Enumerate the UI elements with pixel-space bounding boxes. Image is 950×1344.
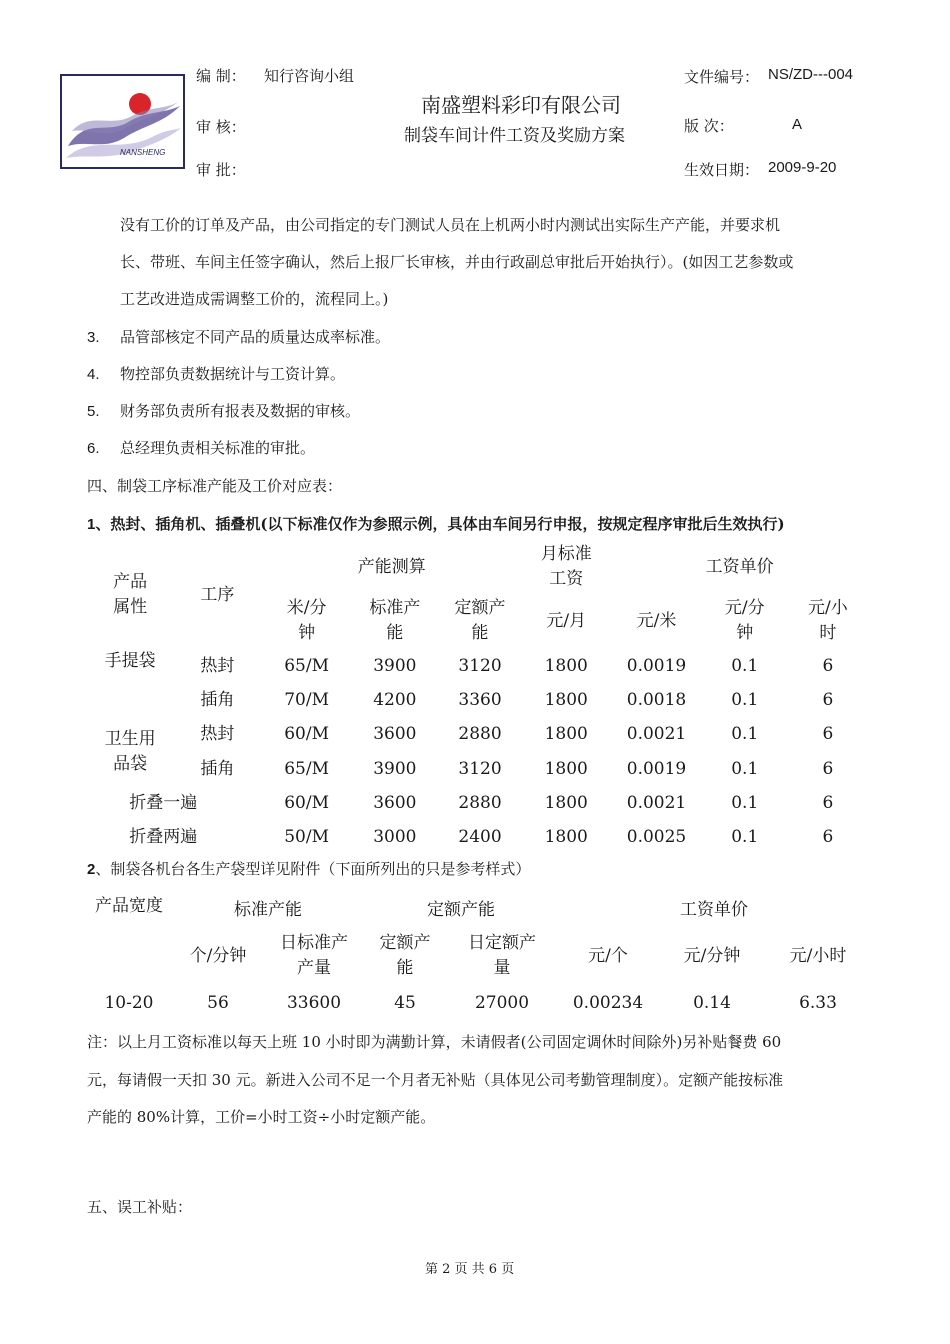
table-header-row (86, 930, 870, 982)
table-cell: 插角 (200, 758, 235, 779)
table-cell (364, 930, 446, 982)
table-row (86, 820, 870, 854)
section-5-title: 五、误工补贴： (87, 1198, 193, 1216)
subsection-2-title (87, 851, 530, 888)
cell-text: 卫生用 (104, 728, 156, 749)
intro-line: 没有工价的订单及产品，由公司指定的专门测试人员在上机两小时内测试出实际生产产能，并要求机 (120, 216, 781, 234)
table-cell: 3000 (373, 826, 417, 847)
item-number: 6. (87, 440, 100, 457)
header-std-capacity: 标准产能 (234, 899, 302, 920)
subsection-1-title (87, 506, 785, 543)
subsection-2-text: 、制袋各机台各生产袋型详见附件（下面所列出的只是参考样式） (95, 860, 531, 878)
cell-text: 日标准产 (280, 933, 348, 953)
doc-number-value: NS/ZD---004 (768, 66, 854, 83)
table-cell: 1800 (544, 655, 588, 676)
table-row (86, 717, 870, 752)
table-cell: 元/分钟 (683, 945, 741, 966)
table-cell: 1800 (544, 758, 588, 779)
table-row (86, 786, 870, 820)
company-name: 南盛塑料彩印有限公司 (421, 93, 621, 117)
table-cell: 3600 (373, 792, 417, 813)
header-quota-capacity: 定额产能 (427, 899, 495, 920)
header-product-attribute (86, 541, 174, 649)
header-yuan-meter: 元/米 (636, 610, 677, 631)
cell-text: 产量 (297, 958, 331, 978)
editor-label: 编 制： (196, 67, 246, 85)
table-cell (446, 930, 558, 982)
version-label: 版 次： (684, 117, 734, 135)
editor-value: 知行咨询小组 (264, 67, 355, 85)
table-cell: 0.00234 (572, 992, 644, 1013)
cell-text: 能 (471, 623, 489, 643)
cell-text: 品袋 (113, 753, 148, 774)
cell-text: 工资 (549, 569, 584, 589)
table-cell: 65/M (284, 655, 329, 676)
table-cell: 0.14 (693, 992, 731, 1013)
cell-text: 钟 (298, 623, 316, 643)
table-header-row (86, 541, 870, 593)
table-cell: 3900 (373, 655, 417, 676)
item-text: 财务部负责所有报表及数据的审核。 (120, 402, 361, 420)
cell-text: 定额产 (379, 933, 431, 953)
table-cell: 50/M (284, 826, 329, 847)
page-footer: 第 2 页 共 6 页 (425, 1262, 515, 1277)
table-cell: 0.1 (731, 724, 759, 744)
table-cell: 0.0019 (626, 655, 687, 676)
subsection-1-number: 1 (87, 516, 96, 533)
table-cell: 0.0018 (626, 689, 687, 710)
item-number: 3. (87, 329, 100, 346)
header-unit-price: 工资单价 (680, 899, 748, 920)
cell-text: 量 (493, 958, 511, 978)
table-cell: 27000 (474, 992, 530, 1013)
item-text: 品管部核定不同产品的质量达成率标准。 (120, 328, 391, 346)
table-cell: 56 (207, 992, 229, 1013)
table-cell: 1800 (544, 689, 588, 710)
table-cell: 4200 (373, 689, 417, 710)
table-cell: 元/个 (588, 945, 628, 966)
table-row (86, 982, 870, 1024)
table-cell (264, 930, 364, 982)
table-cell: 70/M (284, 689, 329, 710)
item-text: 物控部负责数据统计与工资计算。 (120, 365, 346, 383)
logo-text: NANSHENG (120, 148, 166, 157)
cell-text: 能 (396, 958, 414, 978)
table-cell: 0.1 (731, 655, 759, 676)
document-title: 制袋车间计件工资及奖励方案 (404, 126, 625, 146)
cell-text: 日定额产 (468, 933, 536, 953)
cell-text: 时 (819, 623, 837, 643)
item-text: 总经理负责相关标准的审批。 (120, 439, 316, 457)
header-std-capacity (353, 593, 437, 649)
table-cell: 10-20 (104, 992, 154, 1013)
table-cell: 3120 (458, 758, 502, 779)
table-cell: 2400 (458, 826, 502, 847)
table-row (86, 683, 870, 717)
table-cell: 0.1 (731, 758, 759, 779)
intro-line: 工艺改进造成需调整工价的，流程同上。) (120, 290, 389, 308)
header-capacity: 产能测算 (357, 556, 426, 577)
cell-text: 产品 (113, 572, 148, 592)
note-line: 产能的 80%计算，工价=小时工资÷小时定额产能。 (87, 1108, 436, 1126)
table-cell: 65/M (284, 758, 329, 779)
doc-number-label: 文件编号： (684, 68, 760, 86)
cell-text: 标准产 (369, 598, 421, 618)
table-cell: 6 (822, 655, 834, 676)
table-cell: 3600 (373, 724, 417, 744)
table-cell: 6.33 (799, 992, 837, 1013)
cell-text: 定额产 (454, 598, 506, 618)
table-cell: 0.0021 (626, 724, 687, 744)
cell-text: 米/分 (286, 598, 327, 618)
header-speed (260, 593, 352, 649)
effective-date-label: 生效日期： (684, 161, 760, 179)
table-cell: 0.1 (731, 792, 759, 813)
group-handbag: 手提袋 (104, 651, 156, 671)
table-cell: 60/M (284, 724, 329, 744)
table-cell: 热封 (200, 655, 235, 676)
table-cell: 1800 (544, 826, 588, 847)
table-cell: 2880 (458, 724, 502, 744)
table-cell: 60/M (284, 792, 329, 813)
table-cell: 折叠两遍 (129, 826, 198, 847)
note-line: 元，每请假一天扣 30 元。新进入公司不足一个月者无补贴（具体见公司考勤管理制度）。定额产能按标准 (87, 1071, 784, 1089)
item-number: 4. (87, 366, 100, 383)
table-header-row (86, 890, 870, 930)
table-cell: 0.0021 (626, 792, 687, 813)
table-row (86, 649, 870, 683)
table-cell: 1800 (544, 724, 588, 744)
cell-text: 月标准 (540, 544, 592, 564)
header-product-width: 产品宽度 (95, 896, 163, 916)
table-cell: 6 (822, 826, 834, 847)
effective-date-value: 2009-9-20 (768, 159, 837, 176)
section-4-title: 四、制袋工序标准产能及工价对应表： (87, 477, 343, 495)
table-cell: 0.0025 (626, 826, 687, 847)
table-cell: 热封 (200, 724, 235, 744)
table-cell: 0.1 (731, 826, 759, 847)
table-cell: 6 (822, 689, 834, 710)
header-unit-price: 工资单价 (705, 556, 774, 577)
table-cell: 3360 (458, 689, 502, 710)
table-cell: 6 (822, 758, 834, 779)
table-cell: 插角 (200, 689, 235, 710)
header-yuan-minute (704, 593, 786, 649)
version-value: A (792, 116, 803, 133)
table-cell: 0.0019 (626, 758, 687, 779)
header-yuan-month: 元/月 (546, 610, 587, 631)
table-row (86, 752, 870, 786)
header-yuan-hour (786, 593, 870, 649)
cell-text: 钟 (736, 623, 754, 643)
cell-text: 元/小 (808, 598, 848, 618)
approver-label: 审 批： (196, 161, 246, 179)
capacity-wage-table (86, 541, 870, 854)
table-cell: 6 (822, 724, 834, 744)
machine-output-table (86, 890, 870, 1024)
subsection-1-text: 、热封、插角机、插叠机(以下标准仅作为参照示例，具体由车间另行申报，按规定程序审批后生效执行) (95, 515, 785, 533)
table-cell: 折叠一遍 (129, 792, 198, 813)
reviewer-label: 审 核： (196, 118, 246, 136)
table-cell: 1800 (544, 792, 588, 813)
note-line: 注：以上月工资标准以每天上班 10 小时即为满勤计算，未请假者(公司固定调休时间除外)另补贴餐费 60 (87, 1033, 782, 1051)
subsection-2-number: 2 (87, 861, 96, 878)
header-process: 工序 (200, 584, 235, 605)
table-cell: 6 (822, 792, 834, 813)
table-cell: 45 (394, 992, 416, 1013)
group-sanitary (86, 717, 174, 786)
table-cell: 元/小时 (789, 945, 847, 966)
company-logo (60, 74, 185, 169)
cell-text: 属性 (113, 597, 148, 617)
table-cell: 2880 (458, 792, 502, 813)
item-number: 5. (87, 403, 100, 420)
table-cell: 33600 (286, 992, 342, 1013)
intro-line: 长、带班、车间主任签字确认，然后上报厂长审核，并由行政副总审批后开始执行）。(如因工艺参数或 (120, 253, 794, 271)
cell-text: 元/分 (724, 598, 765, 618)
cell-text: 能 (386, 623, 404, 643)
table-cell: 3900 (373, 758, 417, 779)
table-cell: 0.1 (731, 689, 759, 710)
table-cell: 3120 (458, 655, 502, 676)
header-monthly-wage (523, 541, 609, 593)
header-quota-capacity (437, 593, 523, 649)
table-cell: 个/分钟 (189, 945, 247, 966)
